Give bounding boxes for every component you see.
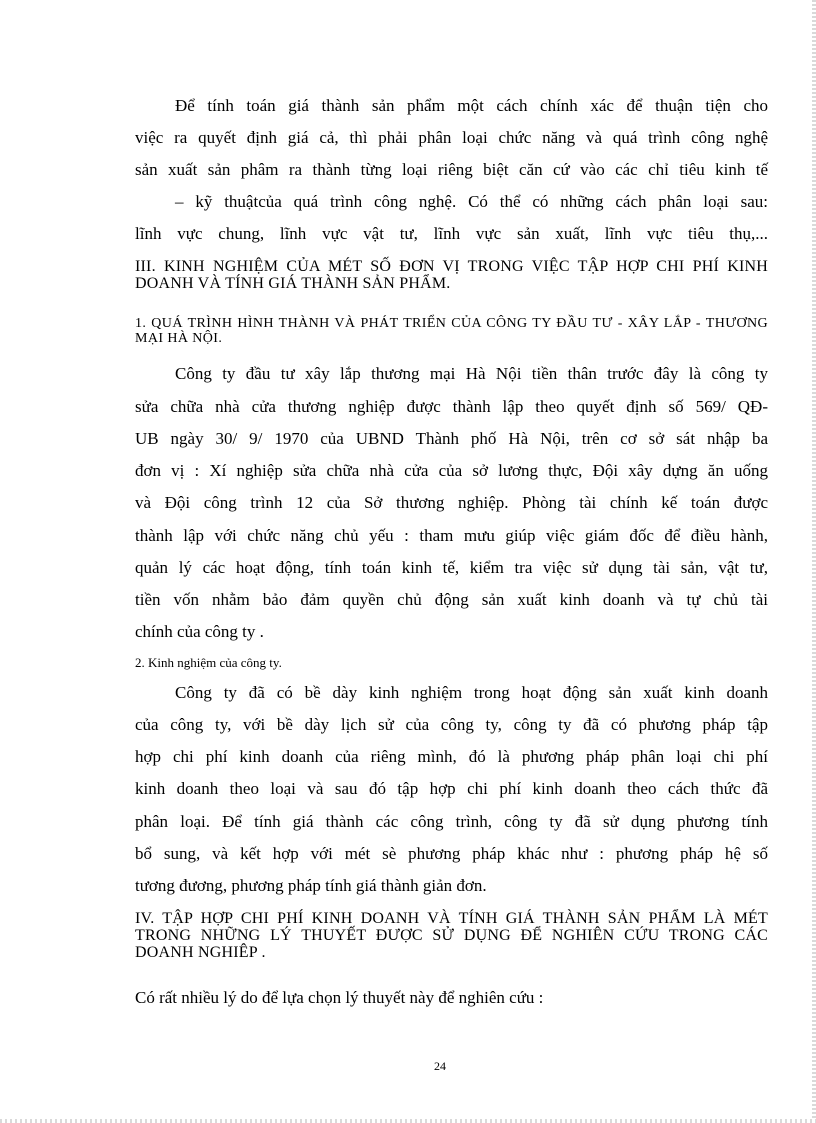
- paragraph-3-line-3: hợp chi phí kinh doanh của riêng mình, đó là phương pháp phân loại chi phí: [135, 747, 768, 766]
- paragraph-1-line-4: – kỹ thuậtcủa quá trình công nghệ. Có thể có những cách phân loại sau:: [175, 192, 768, 211]
- paragraph-2-line-9: chính của công ty .: [135, 622, 264, 641]
- paragraph-1-line-5: lĩnh vực chung, lĩnh vực vật tư, lĩnh vực sản xuất, lĩnh vực tiêu thụ,...: [135, 224, 768, 243]
- page-bottom-border: [0, 1119, 816, 1123]
- paragraph-2-line-2: sửa chữa nhà cửa thương nghiệp được thành lập theo quyết định số 569/ QĐ-: [135, 397, 768, 416]
- page-number: 24: [434, 1059, 446, 1073]
- paragraph-3-line-2: của công ty, với bề dày lịch sử của công ty, công ty đã có phương pháp tập: [135, 715, 768, 734]
- paragraph-3-line-4: kinh doanh theo loại và sau đó tập hợp chi phí kinh doanh theo cách thức đã: [135, 779, 768, 798]
- paragraph-3-line-1: Công ty đã có bề dày kinh nghiệm trong hoạt động sản xuất kinh doanh: [175, 683, 768, 702]
- paragraph-3-line-7: tương đương, phương pháp tính giá thành giản đơn.: [135, 876, 487, 895]
- paragraph-2-line-7: quản lý các hoạt động, tính toán kinh tế, kiểm tra việc sử dụng tài sản, vật tư,: [135, 558, 768, 577]
- paragraph-2-line-1: Công ty đầu tư xây lắp thương mại Hà Nội tiền thân trước đây là công ty: [175, 364, 768, 383]
- section-heading-4: IV. TẬP HỢP CHI PHÍ KINH DOANH VÀ TÍNH GIÁ THÀNH SẢN PHẨM LÀ MÉT TRONG NHỮNG LÝ THUYẾT ĐƯỢC SỬ DỤNG ĐỂ NGHIÊN CỨU TRONG CÁC DOANH NGHIÊP .: [135, 910, 768, 961]
- section-heading-3: III. KINH NGHIỆM CỦA MÉT SỐ ĐƠN VỊ TRONG VIỆC TẬP HỢP CHI PHÍ KINH DOANH VÀ TÍNH GIÁ THÀNH SẢN PHẨM.: [135, 258, 768, 292]
- subsection-heading-1: 1. QUÁ TRÌNH HÌNH THÀNH VÀ PHÁT TRIỂN CỦA CÔNG TY ĐẦU TƯ - XÂY LẮP - THƯƠNG MẠI HÀ NỘI.: [135, 316, 768, 346]
- subsection-heading-2: 2. Kinh nghiệm của công ty.: [135, 655, 282, 670]
- paragraph-1-line-2: việc ra quyết định giá cả, thì phải phân loại chức năng và quá trình công nghệ: [135, 128, 768, 147]
- paragraph-2-line-8: tiền vốn nhằm bảo đảm quyền chủ động sản xuất kinh doanh và tự chủ tài: [135, 590, 768, 609]
- paragraph-4: Có rất nhiều lý do để lựa chọn lý thuyết này để nghiên cứu :: [135, 988, 544, 1007]
- paragraph-2-line-5: và Đội công trình 12 của Sở thương nghiệp. Phòng tài chính kế toán được: [135, 493, 768, 512]
- paragraph-1-line-1: Để tính toán giá thành sản phẩm một cách chính xác để thuận tiện cho: [175, 96, 768, 115]
- paragraph-3-line-6: bổ sung, và kết hợp với mét sè phương pháp khác như : phương pháp hệ số: [135, 844, 768, 863]
- paragraph-2-line-6: thành lập với chức năng chủ yếu : tham mưu giúp việc giám đốc để điều hành,: [135, 526, 768, 545]
- paragraph-2-line-4: đơn vị : Xí nghiệp sửa chữa nhà cửa của sở lương thực, Đội xây dựng ăn uống: [135, 461, 768, 480]
- paragraph-3-line-5: phân loại. Để tính giá thành các công trình, công ty đã sử dụng phương tính: [135, 812, 768, 831]
- paragraph-2-line-3: UB ngày 30/ 9/ 1970 của UBND Thành phố Hà Nội, trên cơ sở sát nhập ba: [135, 429, 768, 448]
- page-edge-shadow: [812, 0, 816, 1123]
- paragraph-1-line-3: sản xuất sản phâm ra thành từng loại riêng biệt căn cứ vào các chỉ tiêu kinh tế: [135, 160, 768, 179]
